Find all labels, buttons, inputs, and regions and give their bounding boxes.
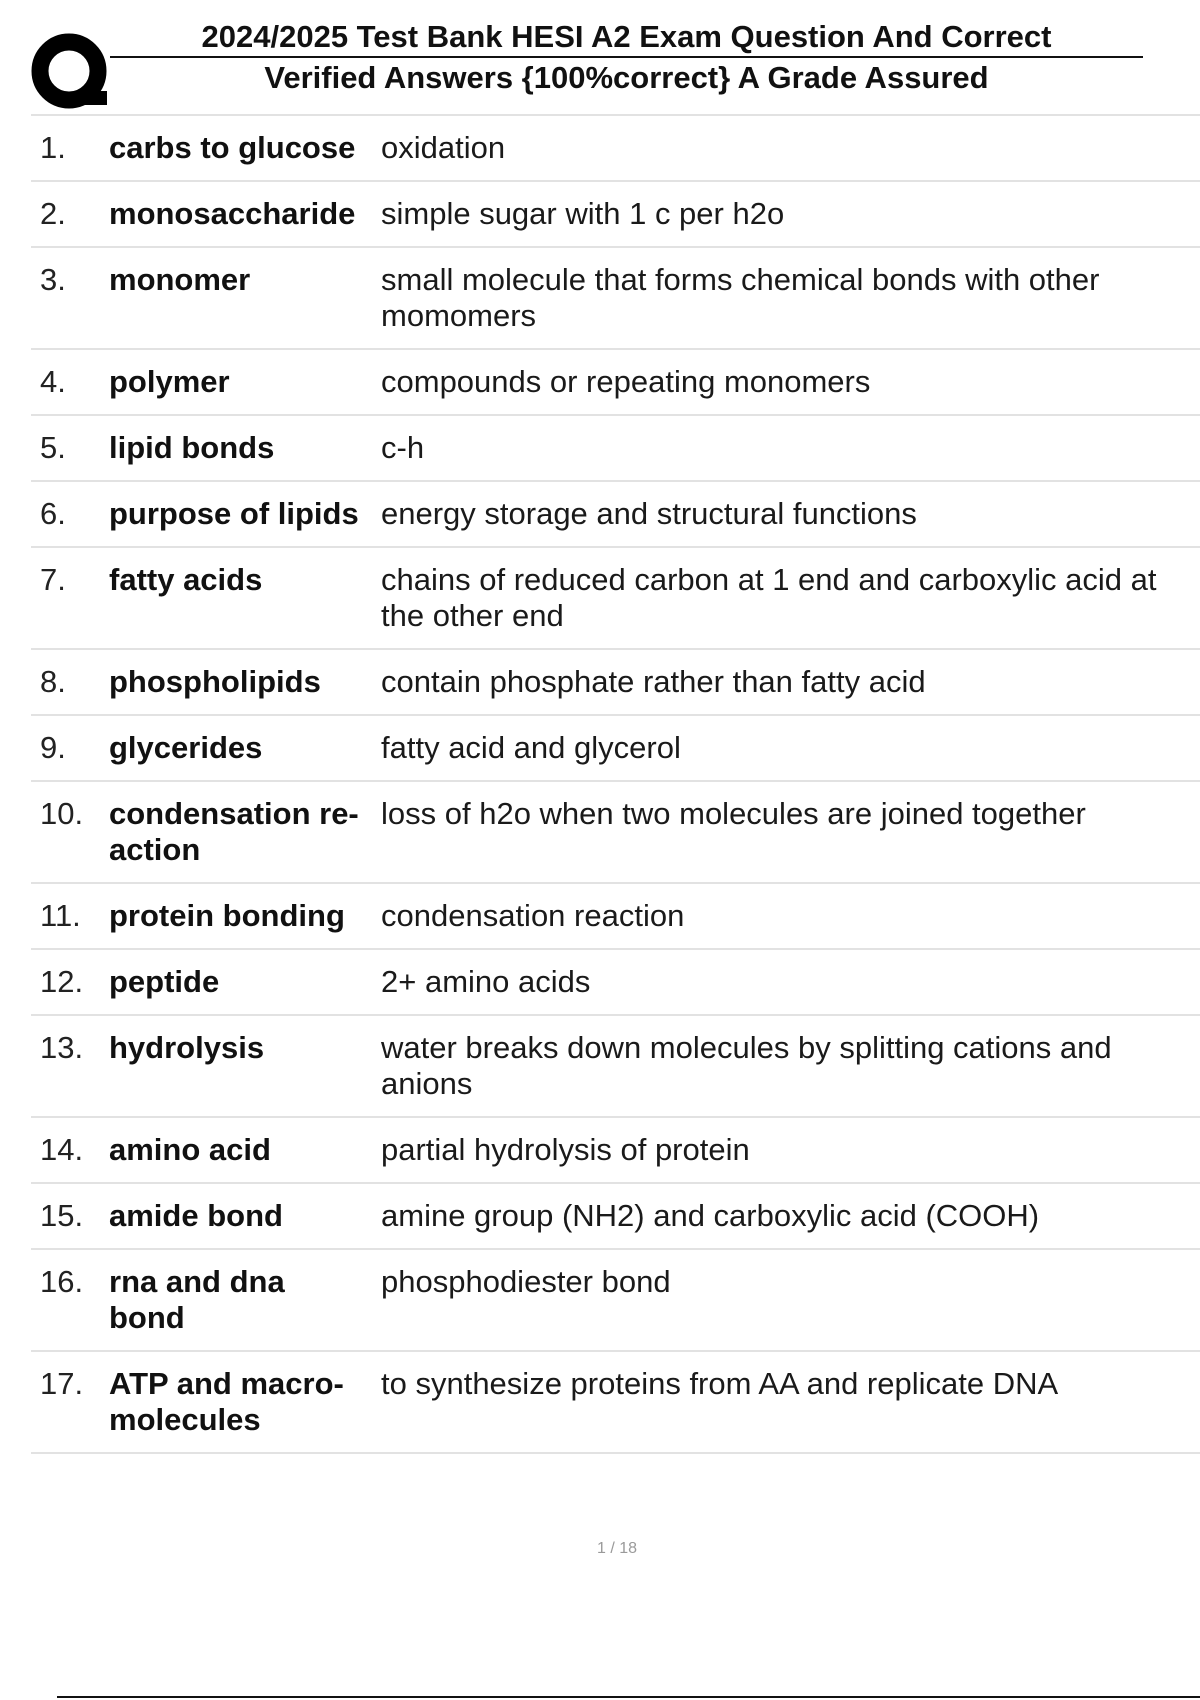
title-divider [110, 56, 1143, 58]
qa-definition: water breaks down molecules by splitting cations and anions [381, 1030, 1112, 1101]
qa-row [31, 248, 1200, 350]
qa-term: purpose of lipids [109, 496, 359, 531]
qa-definition: contain phosphate rather than fatty acid [381, 664, 926, 699]
qa-definition: oxidation [381, 130, 506, 165]
footer-divider [57, 1696, 1200, 1698]
qa-table [31, 114, 1200, 1454]
qa-term: protein bonding [109, 898, 345, 933]
qa-row-number: 14. [40, 1132, 84, 1167]
qa-row-number: 1. [40, 130, 66, 165]
q-logo-icon [31, 33, 111, 113]
qa-row-number: 3. [40, 262, 66, 297]
qa-row-number: 2. [40, 196, 66, 231]
qa-row-number: 4. [40, 364, 66, 399]
qa-term: rna and dna bond [109, 1264, 285, 1335]
qa-term: hydrolysis [109, 1030, 265, 1065]
qa-row [31, 116, 1200, 182]
qa-term: polymer [109, 364, 230, 399]
qa-row-number: 9. [40, 730, 66, 765]
qa-row [31, 182, 1200, 248]
qa-term: carbs to glucose [109, 130, 356, 165]
qa-definition: compounds or repeating monomers [381, 364, 871, 399]
qa-definition: condensation reaction [381, 898, 685, 933]
qa-row [31, 1184, 1200, 1250]
qa-term: condensation re- action [109, 796, 359, 867]
qa-row [31, 782, 1200, 884]
qa-row [31, 482, 1200, 548]
qa-row-number: 10. [40, 796, 84, 831]
qa-row [31, 350, 1200, 416]
page-indicator: 1 / 18 [596, 1540, 638, 1557]
qa-term: glycerides [109, 730, 263, 765]
qa-row [31, 950, 1200, 1016]
qa-term: amino acid [109, 1132, 271, 1167]
qa-row-number: 12. [40, 964, 84, 999]
qa-definition: c-h [381, 430, 425, 465]
qa-definition: amine group (NH2) and carboxylic acid (COOH) [381, 1198, 1040, 1233]
qa-row [31, 548, 1200, 650]
qa-row-number: 16. [40, 1264, 84, 1299]
qa-term: monosaccharide [109, 196, 356, 231]
document-title-line-1: 2024/2025 Test Bank HESI A2 Exam Question And Correct [201, 19, 1052, 54]
qa-row-number: 5. [40, 430, 66, 465]
qa-row-number: 13. [40, 1030, 84, 1065]
qa-row-number: 8. [40, 664, 66, 699]
qa-row-number: 17. [40, 1366, 84, 1401]
qa-row [31, 1352, 1200, 1454]
qa-definition: phosphodiester bond [381, 1264, 671, 1299]
qa-row [31, 884, 1200, 950]
qa-row [31, 1016, 1200, 1118]
qa-definition: fatty acid and glycerol [381, 730, 681, 765]
qa-term: fatty acids [109, 562, 263, 597]
qa-row [31, 650, 1200, 716]
qa-term: monomer [109, 262, 251, 297]
qa-definition: energy storage and structural functions [381, 496, 917, 531]
qa-definition: simple sugar with 1 c per h2o [381, 196, 785, 231]
qa-row [31, 716, 1200, 782]
qa-definition: to synthesize proteins from AA and replicate DNA [381, 1366, 1059, 1401]
qa-row-number: 11. [40, 898, 81, 933]
qa-row-number: 15. [40, 1198, 84, 1233]
qa-row [31, 416, 1200, 482]
qa-row [31, 1118, 1200, 1184]
qa-definition: loss of h2o when two molecules are joined together [381, 796, 1086, 831]
qa-definition: small molecule that forms chemical bonds with other momomers [381, 262, 1100, 333]
qa-row [31, 1250, 1200, 1352]
document-title-line-2: Verified Answers {100%correct} A Grade Assured [264, 60, 989, 95]
qa-row-number: 6. [40, 496, 66, 531]
qa-definition: chains of reduced carbon at 1 end and carboxylic acid at the other end [381, 562, 1157, 633]
qa-definition: 2+ amino acids [381, 964, 591, 999]
qa-term: amide bond [109, 1198, 283, 1233]
qa-term: lipid bonds [109, 430, 275, 465]
qa-term: phospholipids [109, 664, 321, 699]
qa-row-number: 7. [40, 562, 66, 597]
qa-term: ATP and macro- molecules [109, 1366, 344, 1437]
qa-term: peptide [109, 964, 220, 999]
qa-definition: partial hydrolysis of protein [381, 1132, 750, 1167]
